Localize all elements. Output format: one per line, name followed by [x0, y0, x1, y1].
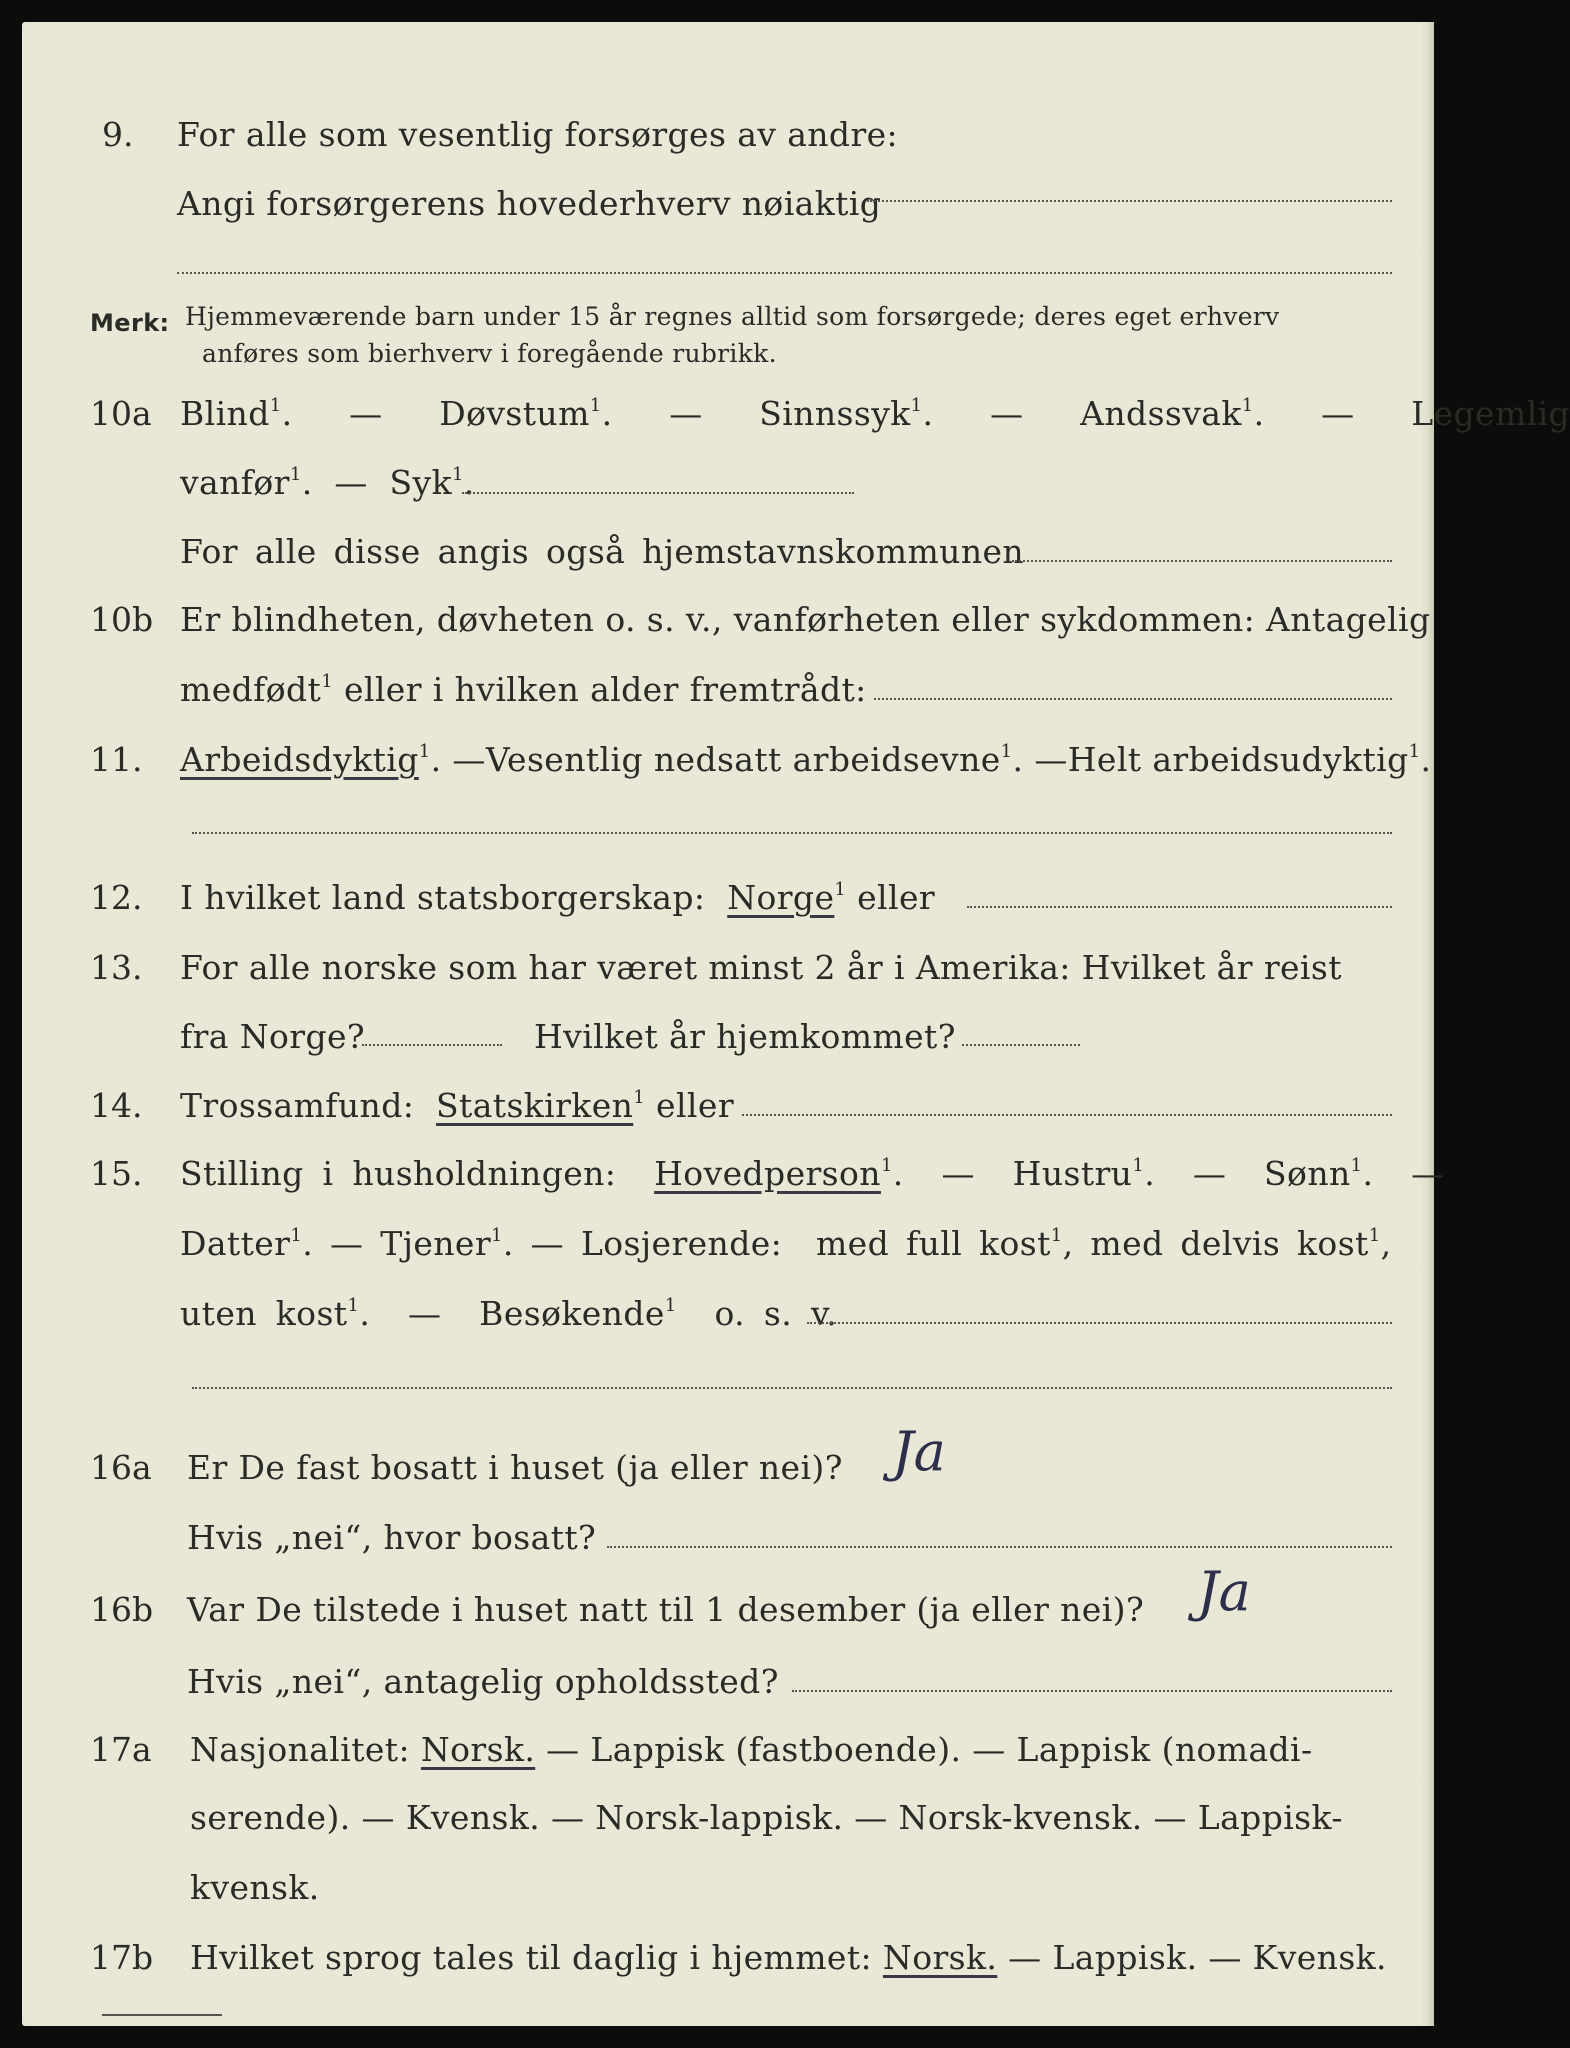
footnote-mark: 1 — [1368, 1225, 1381, 1246]
opt-uten-kost: uten kost — [180, 1294, 348, 1333]
q12-eller: eller — [857, 878, 936, 917]
q16b-handwritten-answer: Ja — [1197, 1560, 1251, 1623]
q15-answer-field-2[interactable] — [192, 1387, 1392, 1389]
footnote-mark: 1 — [589, 395, 602, 416]
footnote-mark: 1 — [1000, 741, 1013, 762]
opt-med-delvis-kost: med delvis kost — [1090, 1224, 1369, 1263]
q14-eller: eller — [656, 1086, 734, 1125]
q12-answer-field[interactable] — [967, 906, 1392, 908]
footnote-mark: 1 — [321, 671, 334, 692]
footnote-mark: 1 — [269, 395, 282, 416]
footnote-mark: 1 — [491, 1225, 503, 1246]
merk-line1: Hjemmeværende barn under 15 år regnes alltid som forsørgede; deres eget erhverv — [185, 302, 1280, 331]
q10b-line1: Er blindheten, døvheten o. s. v., vanførheten eller sykdommen: Antagelig — [180, 600, 1431, 639]
q14-line — [180, 1086, 734, 1126]
opt-legemlig: Legemlig — [1411, 394, 1570, 433]
footnote-mark: 1 — [452, 464, 464, 485]
dash: — — [407, 1294, 442, 1333]
q13-line1: For alle norske som har været minst 2 år i Amerika: Hvilket år reist — [180, 948, 1342, 987]
q17a-line1 — [190, 1730, 1313, 1770]
footnote-mark: 1 — [1408, 741, 1421, 762]
q10a-answer-field[interactable] — [462, 492, 854, 494]
q9-number: 9. — [102, 115, 134, 154]
dash: — — [1411, 1154, 1445, 1193]
opt-medfodt: medfødt — [180, 670, 322, 709]
opt-hustru: Hustru — [1012, 1154, 1133, 1193]
opt-arbeidsdyktig-selected: Arbeidsdyktig — [180, 740, 419, 779]
q16a-answer-field[interactable] — [607, 1546, 1392, 1548]
dash: — — [330, 1224, 364, 1263]
opt-datter: Datter — [180, 1224, 291, 1263]
q15-line3: uten kost$^1$. — Besøkende$^1$ o. s. v. — [180, 1294, 838, 1333]
q15-label: Stilling i husholdningen: — [180, 1154, 617, 1193]
footnote-mark: 1 — [290, 1225, 303, 1246]
dash: — — [1192, 1154, 1227, 1193]
dash: — — [1321, 394, 1355, 433]
q17b-label: Hvilket sprog tales til daglig i hjemmet: — [190, 1938, 873, 1977]
opt-losjerende: Losjerende: — [580, 1224, 783, 1263]
q14-label: Trossamfund: — [180, 1086, 415, 1125]
q17b-line — [190, 1938, 1387, 1978]
q13-fra: fra Norge? — [180, 1017, 366, 1056]
opt-udyktig: Helt arbeidsudyktig — [1067, 740, 1409, 779]
q13-number: 13. — [90, 948, 143, 987]
dash: — — [334, 463, 368, 502]
footnote-mark: 1 — [1050, 1225, 1063, 1246]
opt-syk: Syk — [389, 463, 452, 502]
q10a-line3: For alle disse angis også hjemstavnskommunen — [180, 532, 1025, 571]
merk-line2: anføres som bierhverv i foregående rubrikk. — [202, 339, 777, 368]
q9-answer-field[interactable] — [867, 200, 1392, 202]
opt-norsk-language-selected: Norsk. — [882, 1938, 998, 1977]
q17a-number: 17a — [90, 1730, 152, 1769]
q15-answer-field[interactable] — [807, 1322, 1392, 1324]
dash: — — [349, 394, 383, 433]
q15-number: 15. — [90, 1154, 143, 1193]
page-edge — [1420, 22, 1434, 2026]
q16b-line2: Hvis „nei“, antagelig opholdssted? — [187, 1662, 779, 1701]
opt-besokende: Besøkende — [479, 1294, 665, 1333]
merk-label: Merk: — [90, 309, 170, 337]
opt-hovedperson-selected: Hovedperson — [654, 1154, 881, 1193]
q10b-line2-rest: eller i hvilken alder fremtrådt: — [343, 670, 867, 709]
opt-med-full-kost: med full kost — [815, 1224, 1051, 1263]
dash: — — [941, 1154, 975, 1193]
footnote-mark: 1 — [289, 464, 302, 485]
q15-line2: Datter$^1$. — Tjener$^1$. — Losjerende: med full kost$^1$, med delvis kost$^1$, — [180, 1224, 1392, 1263]
q11-line: Arbeidsdyktig$^1$. —Vesentlig nedsatt arbeidsevne$^1$. —Helt arbeidsudyktig$^1$. — [180, 740, 1432, 779]
q17a-line3: kvensk. — [190, 1868, 320, 1907]
q10b-number: 10b — [90, 600, 154, 639]
footnote-mark: 1 — [834, 879, 847, 900]
opt-nedsatt: Vesentlig nedsatt arbeidsevne — [485, 740, 1001, 779]
opt-norge-selected: Norge — [727, 878, 835, 917]
q10a-hjemstavn-field[interactable] — [1012, 560, 1392, 562]
opt-statskirken-selected: Statskirken — [436, 1086, 634, 1125]
q16a-handwritten-answer: Ja — [892, 1420, 946, 1483]
q13-reist-field[interactable] — [362, 1044, 502, 1046]
q16a-line1: Er De fast bosatt i huset (ja eller nei)? — [187, 1448, 843, 1487]
q16a-number: 16a — [90, 1448, 152, 1487]
footnote-mark: 1 — [418, 741, 431, 762]
q17a-line2: serende). — Kvensk. — Norsk-lappisk. — Norsk-kvensk. — Lappisk- — [190, 1798, 1343, 1837]
opt-norsk-selected: Norsk. — [420, 1730, 536, 1769]
footnote-mark: 1 — [1350, 1155, 1363, 1176]
q17b-rest: — Lappisk. — Kvensk. — [1008, 1938, 1387, 1977]
q15-osv: o. s. v. — [714, 1294, 838, 1333]
footnote-mark: 1 — [664, 1295, 677, 1316]
q10a-line2: vanfør$^1$. — Syk$^1$. — [180, 463, 475, 502]
q14-answer-field[interactable] — [742, 1114, 1392, 1116]
dash: — — [990, 394, 1024, 433]
footnote-mark: 1 — [1132, 1155, 1145, 1176]
footnote-mark: 1 — [347, 1295, 360, 1316]
footnote-mark: 1 — [880, 1155, 893, 1176]
q12-number: 12. — [90, 878, 143, 917]
opt-sinnssyk: Sinnssyk — [759, 394, 911, 433]
dash: — — [1034, 740, 1068, 779]
q16b-line1: Var De tilstede i huset natt til 1 desember (ja eller nei)? — [187, 1590, 1145, 1629]
dash: — — [452, 740, 486, 779]
q12-line — [180, 878, 935, 918]
q16b-answer-field[interactable] — [792, 1690, 1392, 1692]
q16b-number: 16b — [90, 1590, 154, 1629]
opt-andssvak: Andssvak — [1080, 394, 1242, 433]
q9-line1: For alle som vesentlig forsørges av andre: — [177, 115, 899, 154]
q13-hjemkommet-field[interactable] — [962, 1044, 1080, 1046]
footnote-mark: 1 — [910, 395, 923, 416]
q11-number: 11. — [90, 740, 143, 779]
census-form-page — [22, 22, 1570, 2026]
q17b-number: 17b — [90, 1938, 154, 1977]
q17a-line1-rest: — Lappisk (fastboende). — Lappisk (nomadi- — [546, 1730, 1313, 1769]
dash: — — [669, 394, 703, 433]
q15-line1: Stilling i husholdningen: Hovedperson$^1$. — Hustru$^1$. — Sønn$^1$. — — [180, 1154, 1445, 1193]
q12-label: I hvilket land statsborgerskap: — [180, 878, 706, 917]
footnote-mark: 1 — [633, 1087, 646, 1108]
dash: — — [530, 1224, 565, 1263]
q17a-label: Nasjonalitet: — [190, 1730, 410, 1769]
q16a-line2: Hvis „nei“, hvor bosatt? — [187, 1518, 597, 1557]
bottom-rule — [102, 2014, 222, 2016]
q10b-line2 — [180, 670, 867, 710]
q10a-number: 10a — [90, 394, 152, 433]
opt-blind: Blind — [180, 394, 270, 433]
q9-answer-field-2[interactable] — [177, 272, 1392, 274]
opt-dovstum: Døvstum — [439, 394, 590, 433]
q9-line2: Angi forsørgerens hovederhverv nøiaktig — [177, 184, 882, 223]
q14-number: 14. — [90, 1086, 143, 1125]
q10a-line1: Blind$^1$. — Døvstum$^1$. — Sinnssyk$^1$. — Andssvak$^1$. — Legemlig — [180, 394, 1570, 433]
opt-tjener: Tjener — [380, 1224, 492, 1263]
q10b-answer-field[interactable] — [874, 698, 1392, 700]
q11-answer-field[interactable] — [192, 832, 1392, 834]
footnote-mark: 1 — [1241, 395, 1254, 416]
q13-hjem: Hvilket år hjemkommet? — [534, 1017, 956, 1056]
opt-sonn: Sønn — [1264, 1154, 1351, 1193]
opt-vanfor: vanfør — [180, 463, 290, 502]
